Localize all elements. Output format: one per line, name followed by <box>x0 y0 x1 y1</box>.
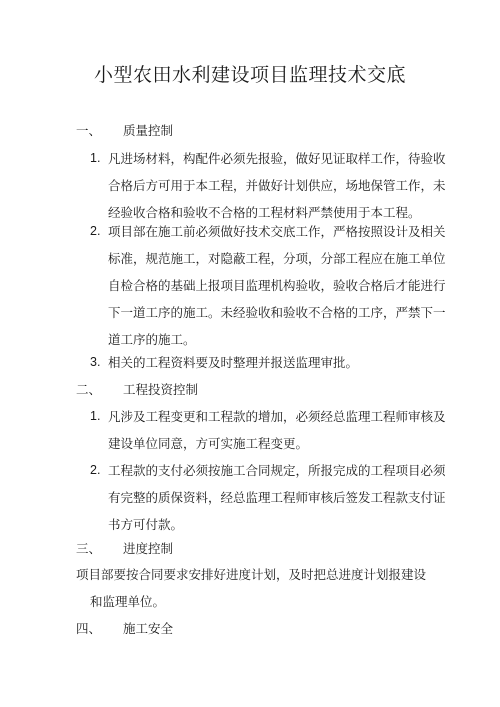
section-title: 质量控制 <box>123 123 174 138</box>
item-line: 合格后方可用于本工程，并做好计划供应，场地保管工作，未 <box>108 178 446 193</box>
list-item <box>90 349 440 376</box>
paragraph <box>76 561 438 615</box>
item-line: 标准，规范施工，对隐蔽工程，分项，分部工程应在施工单位 <box>108 251 446 266</box>
item-number: 2. <box>90 224 101 238</box>
section-number: 四、 <box>76 621 102 636</box>
section-number: 三、 <box>76 541 102 556</box>
section-title: 施工安全 <box>123 621 174 636</box>
section-number: 二、 <box>76 382 102 397</box>
item-line: 道工序的施工。 <box>108 332 196 347</box>
item-line: 凡涉及工程变更和工程款的增加，必须经总监理工程师审核及 <box>108 409 446 424</box>
section-heading-schedule <box>76 539 173 557</box>
item-line: 相关的工程资料要及时整理并报送监理审批。 <box>108 355 359 370</box>
section-heading-safety <box>76 619 173 637</box>
section-heading-investment <box>76 380 198 398</box>
section-title: 工程投资控制 <box>123 382 199 397</box>
item-line: 建设单位同意，方可实施工程变更。 <box>108 436 309 451</box>
item-number: 1. <box>90 409 101 423</box>
item-line: 下一道工序的施工。未经验收和验收不合格的工序，严禁下一 <box>108 305 446 320</box>
item-line: 有完整的质保资料，经总监理工程师审核后签发工程款支付证 <box>108 490 446 505</box>
item-line: 经验收合格和验收不合格的工程材料严禁使用于本工程。 <box>108 205 421 220</box>
section-title: 进度控制 <box>123 541 174 556</box>
paragraph-line: 项目部要按合同要求安排好进度计划，及时把总进度计划报建设 <box>76 567 427 582</box>
item-number: 1. <box>90 151 101 165</box>
item-line: 书方可付款。 <box>108 517 184 532</box>
item-number: 2. <box>90 463 101 477</box>
list-item <box>90 218 446 353</box>
document-title: 小型农田水利建设项目监理技术交底 <box>93 64 406 86</box>
item-line: 工程款的支付必须按施工合同规定，所报完成的工程项目必须 <box>108 463 446 478</box>
item-line: 凡进场材料，构配件必须先报验，做好见证取样工作，待验收 <box>108 151 446 166</box>
item-line: 项目部在施工前必须做好技术交底工作，严格按照设计及相关 <box>108 224 446 239</box>
item-line: 自检合格的基础上报项目监理机构验收，验收合格后才能进行 <box>108 278 446 293</box>
section-heading-quality <box>76 121 173 139</box>
list-item <box>90 145 446 226</box>
list-item <box>90 403 446 457</box>
section-number: 一、 <box>76 123 102 138</box>
list-item <box>90 457 446 538</box>
paragraph-line: 和监理单位。 <box>90 594 166 609</box>
item-number: 3. <box>90 355 101 369</box>
